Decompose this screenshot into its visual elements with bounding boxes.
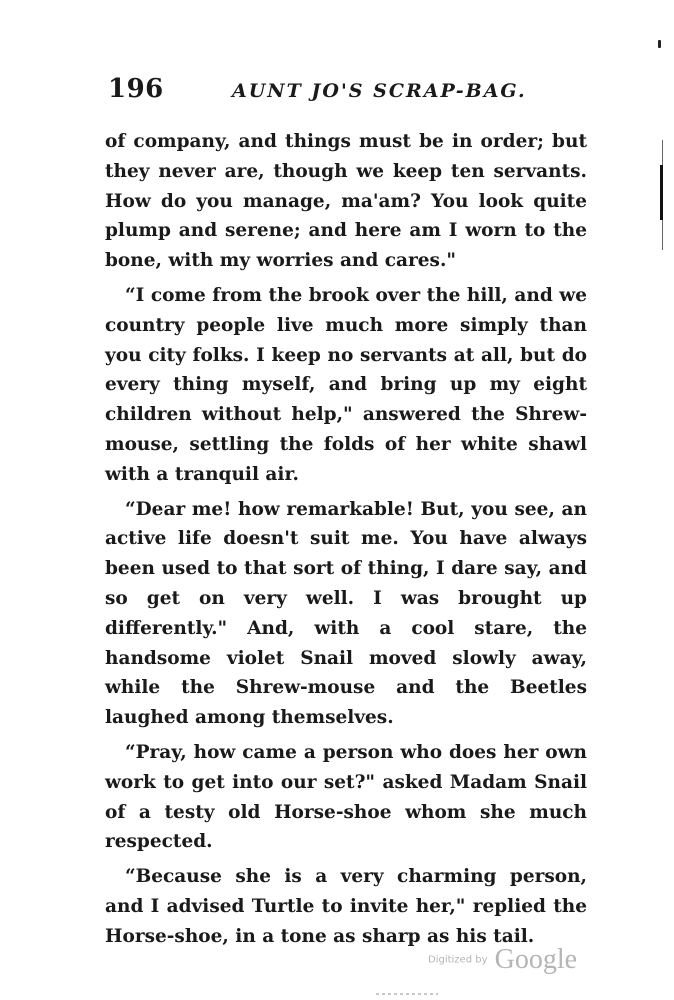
- running-head: AUNT JO'S SCRAP-BAG.: [232, 80, 527, 102]
- body-text: [105, 127, 587, 952]
- page-number: 196: [108, 74, 164, 104]
- scan-bottom-noise: [376, 993, 438, 995]
- paragraph-1: of company, and things must be in order; but they never are, though we keep ten servants. How do you manage, ma'am? You look quite plump and serene; and here am I worn to the bone, with my worries and cares.": [105, 131, 587, 272]
- watermark-digitized-label: Digitized by: [428, 954, 488, 966]
- scan-edge-rule-thick: [660, 165, 663, 220]
- google-watermark: [428, 944, 577, 976]
- paragraph-4: “Pray, how came a person who does her own work to get into our set?" asked Madam Snail of a testy old Horse-shoe whom she much respected.: [105, 741, 587, 853]
- paragraph-5: “Because she is a very charming person, and I advised Turtle to invite her," replied the Horse-shoe, in a tone as sharp as his tail.: [105, 866, 587, 947]
- paragraph-2: “I come from the brook over the hill, and we country people live much more simply than you city folks. I keep no servants at all, but do every thing myself, and bring up my eight children without help," answered the Shrew-mouse, settling the folds of her white shawl with a tranquil air.: [105, 284, 587, 485]
- google-logo: Google: [494, 944, 578, 975]
- paragraph-3: “Dear me! how remarkable! But, you see, an active life doesn't suit me. You have always been used to that sort of thing, I dare say, and so get on very well. I was brought up differently." And, with a cool stare, the handsome violet Snail moved slowly away, while the Shrew-mouse and the Beetles laughed among themselves.: [105, 498, 587, 729]
- scan-artifact-mark: [658, 40, 661, 48]
- page-header: [108, 74, 588, 108]
